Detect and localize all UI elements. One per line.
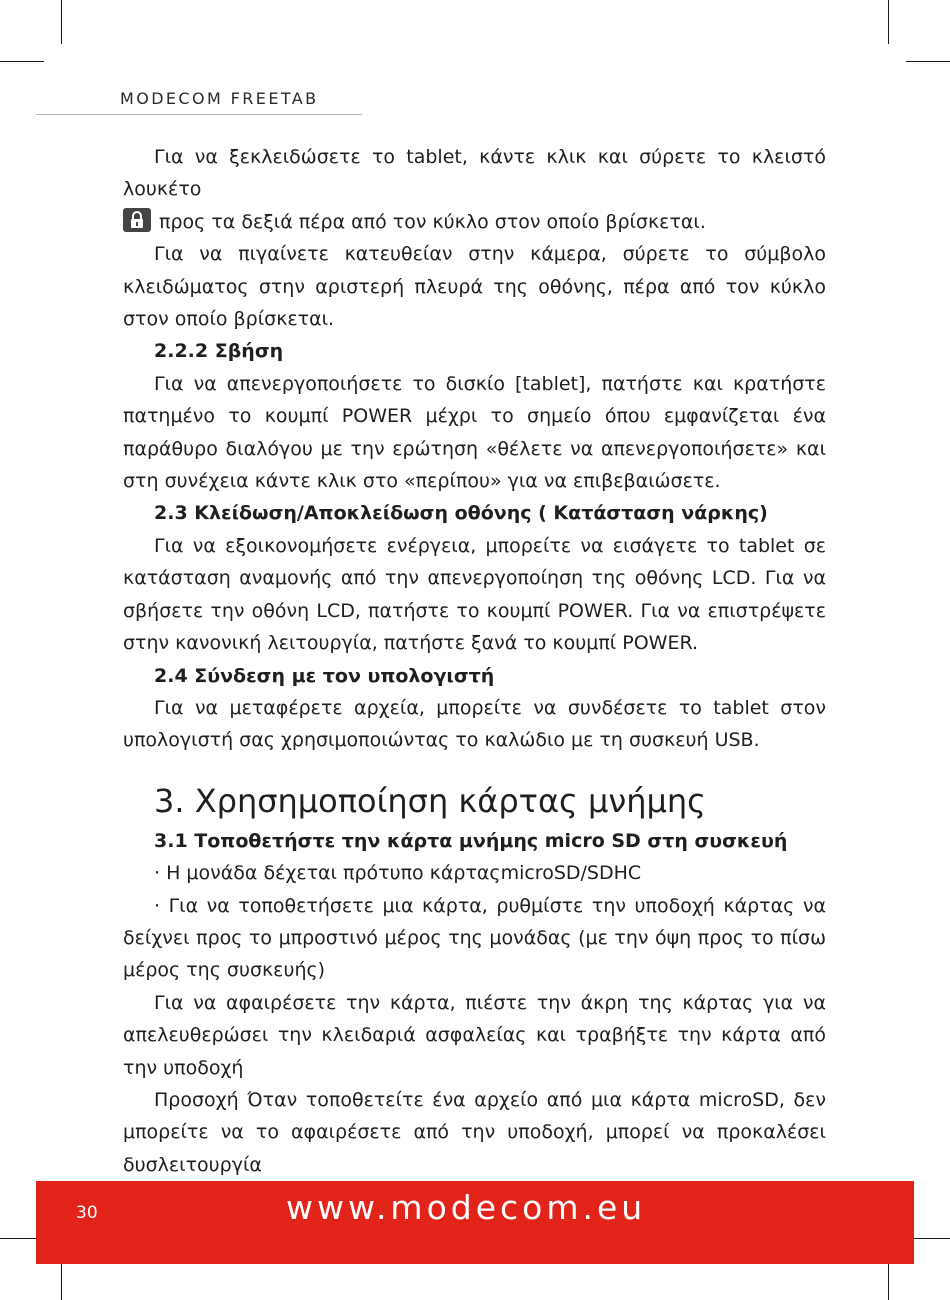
running-header: MODECOM FREETAB bbox=[120, 89, 319, 108]
section-heading: 2.4 Σύνδεση με τον υπολογιστή bbox=[154, 664, 495, 687]
section-heading: 3.1 Τοποθετήστε την κάρτα μνήμης micro SD στη συσκευή bbox=[154, 829, 788, 852]
footer-band bbox=[36, 1181, 914, 1264]
website-link[interactable]: www.modecom.eu bbox=[286, 1188, 647, 1227]
bullet-paragraph: · Για να τοποθετήσετε μια κάρτα, ρυθμίστε την υποδοχή κάρτας να δείχνει προς το μπροστινό μέρος της μονάδας (με την όψη προς το πίσω μέρος της συσκευής) bbox=[123, 894, 826, 982]
crop-mark bbox=[61, 0, 62, 44]
crop-mark bbox=[888, 0, 889, 44]
crop-mark bbox=[906, 61, 950, 62]
paragraph: Για να πιγαίνετε κατευθείαν στην κάμερα, σύρετε το σύμβολο κλειδώματος στην αριστερή πλευρά της οθόνης, πέρα από τον κύκλο στον οποίο βρίσκεται. bbox=[123, 243, 826, 331]
lock-line-text: προς τα δεξιά πέρα από τον κύκλο στον οποίο βρίσκεται. bbox=[159, 210, 706, 233]
paragraph: Προσοχή Όταν τοποθετείτε ένα αρχείο από μια κάρτα microSD, δεν μπορείτε να το αφαιρέσετε από την υποδοχή, μπορεί να προκαλέσει δυσλειτουργία bbox=[123, 1088, 826, 1176]
bullet-paragraph: · Η μονάδα δέχεται πρότυπο κάρταςmicroSD/SDHC bbox=[154, 862, 642, 885]
paragraph: Για να μεταφέρετε αρχεία, μπορείτε να συνδέσετε το tablet στον υπολογιστή σας χρησιμοποιώντας το καλώδιο με τη συσκευή USB. bbox=[123, 696, 826, 752]
section-heading: 2.3 Κλείδωση/Αποκλείδωση οθόνης ( Κατάσταση νάρκης) bbox=[154, 502, 768, 525]
crop-mark bbox=[0, 61, 44, 62]
paragraph-lock-line bbox=[123, 206, 826, 238]
paragraph: Για να απενεργοποιήσετε το δισκίο [tablet], πατήστε και κρατήστε πατημένο το κουμπί POWER μέχρι το σημείο όπου εμφανίζεται ένα παράθυρο διαλόγου με την ερώτηση «θέλετε να απενεργοποιήσετε» και στη συνέχεια κάντε κλικ στο «περίπου» για να επιβεβαιώσετε. bbox=[123, 372, 826, 493]
section-heading: 2.2.2 Σβήση bbox=[154, 340, 284, 363]
header-rule bbox=[36, 114, 362, 115]
page-number: 30 bbox=[76, 1203, 98, 1223]
lock-icon bbox=[123, 208, 151, 232]
paragraph: Για να εξοικονομήσετε ενέργεια, μπορείτε να εισάγετε το tablet σε κατάσταση αναμονής από την απενεργοποίηση της οθόνης LCD. Για να σβήσετε την οθόνη LCD, πατήστε το κουμπί POWER. Για να επιστρέψετε στην κανονική λειτουργία, πατήστε ξανά το κουμπί POWER. bbox=[123, 534, 826, 655]
page-content bbox=[123, 141, 826, 1181]
paragraph: Για να ξεκλειδώσετε το tablet, κάντε κλικ και σύρετε το κλειστό λουκέτο bbox=[123, 146, 826, 201]
chapter-heading: 3. Χρησημοποίηση κάρτας μνήμης bbox=[154, 781, 706, 820]
paragraph: Για να αφαιρέσετε την κάρτα, πιέστε την άκρη της κάρτας για να απελευθερώσει την κλειδαριά ασφαλείας και τραβήξτε την κάρτα από την υποδοχή bbox=[123, 991, 826, 1079]
